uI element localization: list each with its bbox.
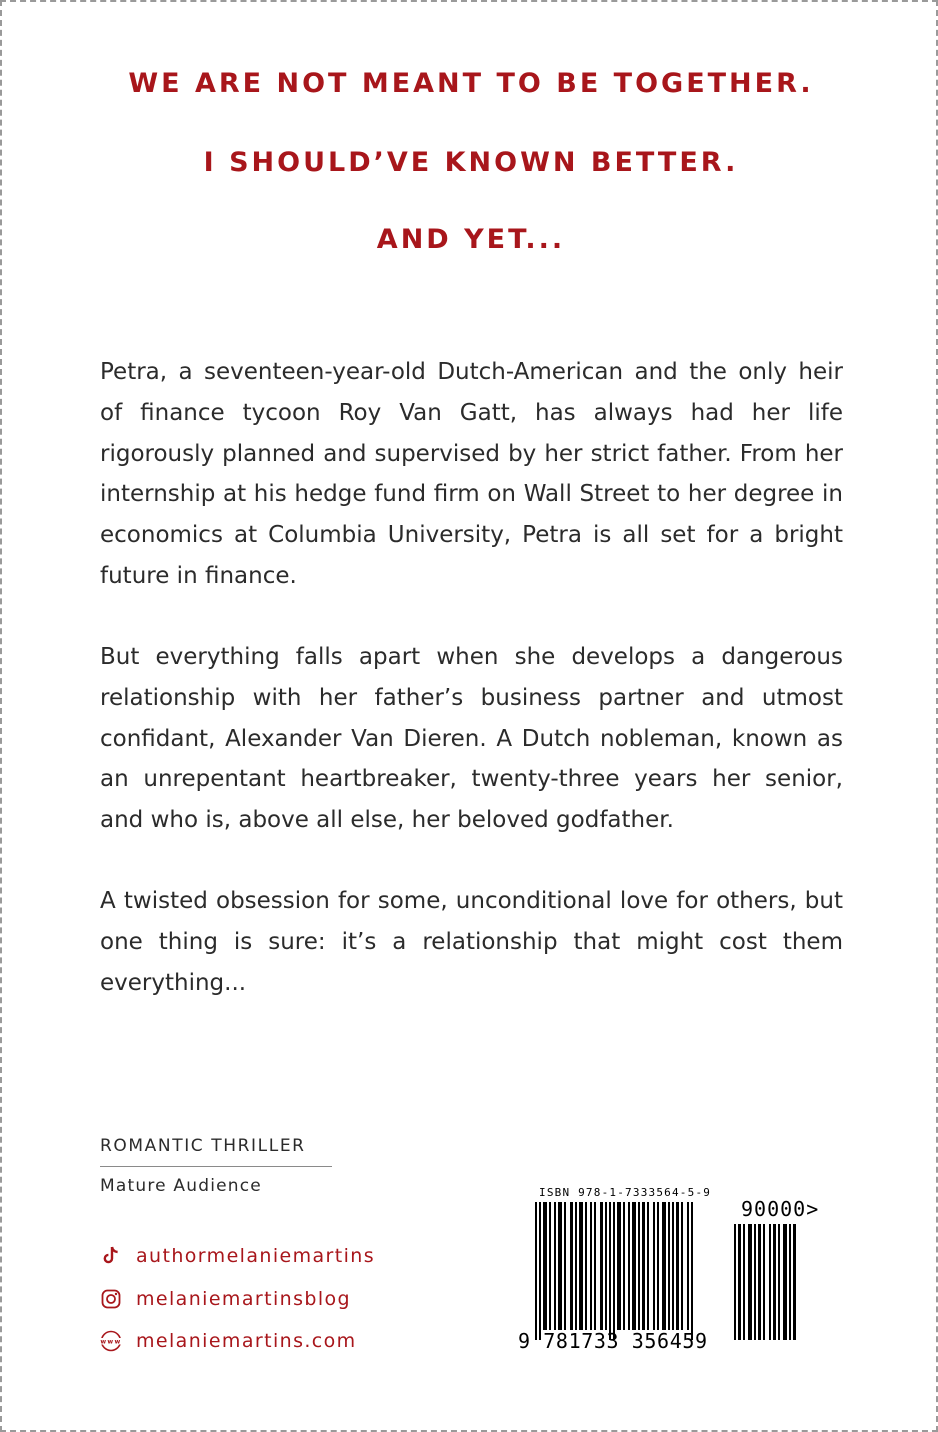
social-tiktok[interactable] — [100, 1245, 375, 1267]
barcode-bar — [773, 1224, 776, 1340]
barcode-bar — [609, 1202, 611, 1340]
barcode-bar — [628, 1202, 630, 1330]
barcode-bar — [558, 1202, 562, 1330]
genre-label: ROMANTIC THRILLER — [100, 1136, 306, 1156]
tagline-1: WE ARE NOT MEANT TO BE TOGETHER. — [128, 68, 814, 99]
barcode-bar — [668, 1202, 670, 1330]
isbn-digits: 9 781733 356459 — [518, 1329, 708, 1353]
blurb-paragraph-1: Petra, a seventeen-year-old Dutch-American and the only heir of finance tycoon Roy Van Gatt, has always had her life rigorously planned and supervised by her strict father. From her internship at his hedge fund firm on Wall Street to her degree in economics at Columbia University, Petra is all set for a bright future in finance. — [100, 359, 843, 589]
barcode-bar — [783, 1224, 787, 1340]
barcode-bar — [594, 1202, 596, 1330]
barcode-bar — [657, 1202, 659, 1330]
website-handle[interactable]: melaniemartins.com — [136, 1330, 357, 1352]
barcode-bar — [758, 1224, 761, 1340]
barcode-bar — [605, 1202, 607, 1330]
barcode-bar — [748, 1224, 752, 1340]
barcode-bar — [623, 1202, 625, 1330]
barcode-bar — [535, 1202, 537, 1340]
barcode-bar — [564, 1202, 566, 1330]
social-instagram[interactable] — [100, 1288, 351, 1310]
tiktok-handle[interactable]: authormelaniemartins — [136, 1245, 376, 1267]
price-addon-barcode — [734, 1224, 826, 1340]
blurb-paragraph-2: But everything falls apart when she develops a dangerous relationship with her father’s business partner and utmost confidant, Alexander Van Dieren. A Dutch nobleman, known as an unrepentant heartbreaker, twenty-three years her senior, and who is, above all else, her beloved godfather. — [100, 644, 843, 834]
barcode-bar — [647, 1202, 649, 1330]
tiktok-icon — [100, 1245, 122, 1267]
svg-text:www: www — [100, 1338, 122, 1346]
barcode-bar — [738, 1224, 741, 1340]
barcode-bar — [653, 1202, 655, 1330]
blurb-paragraph-3: A twisted obsession for some, unconditional love for others, but one thing is sure: it’s a relationship that might cost them everything... — [100, 888, 843, 996]
barcode-bar — [638, 1202, 640, 1330]
tagline-3: AND YET... — [376, 224, 566, 255]
barcode-bar — [600, 1202, 603, 1330]
www-icon — [100, 1330, 122, 1352]
instagram-handle[interactable]: melaniemartinsblog — [136, 1288, 351, 1310]
barcode-bar — [617, 1202, 621, 1330]
barcode-bar — [734, 1224, 736, 1340]
barcode-bar — [769, 1224, 771, 1340]
barcode-bar — [632, 1202, 636, 1330]
barcode-bar — [575, 1202, 577, 1330]
genre-divider — [100, 1166, 332, 1167]
tagline-2: I SHOULD’VE KNOWN BETTER. — [203, 147, 739, 178]
barcode-bar — [676, 1202, 679, 1330]
barcode-bar — [662, 1202, 666, 1330]
barcode-bar — [793, 1224, 796, 1340]
barcode-bar — [672, 1202, 674, 1330]
barcode-bar — [549, 1202, 551, 1330]
barcode-bar — [754, 1224, 756, 1340]
barcode-bar — [789, 1224, 791, 1340]
barcode-addon-digits: 90000> — [741, 1197, 820, 1221]
barcode-bar — [570, 1202, 573, 1330]
instagram-icon — [100, 1288, 122, 1310]
social-website[interactable] — [100, 1330, 357, 1352]
barcode-bar — [691, 1202, 693, 1340]
barcode-bar — [743, 1224, 745, 1340]
barcode-bar — [590, 1202, 592, 1330]
isbn-label: ISBN 978-1-7333564-5-9 — [539, 1186, 712, 1199]
barcode-bar — [613, 1202, 615, 1340]
isbn-barcode — [535, 1202, 715, 1342]
barcode-bar — [539, 1202, 541, 1340]
barcode-bar — [687, 1202, 689, 1330]
barcode-bar — [763, 1224, 765, 1340]
barcode-bar — [579, 1202, 583, 1330]
barcode-bar — [543, 1202, 547, 1330]
barcode-bar — [554, 1202, 556, 1330]
audience-label: Mature Audience — [100, 1176, 262, 1196]
barcode-bar — [642, 1202, 645, 1330]
barcode-bar — [778, 1224, 780, 1340]
barcode-bar — [681, 1202, 683, 1330]
barcode-bar — [585, 1202, 587, 1330]
